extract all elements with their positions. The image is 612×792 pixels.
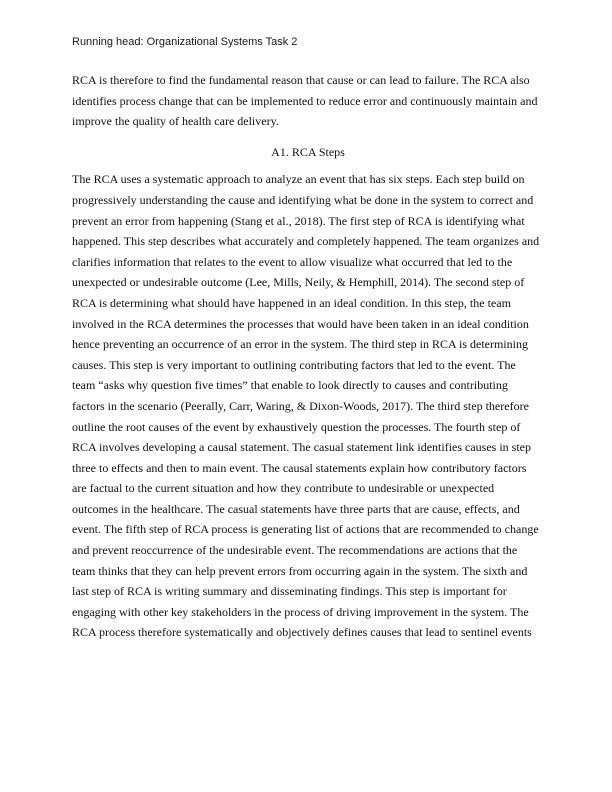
text-line: event. The fifth step of RCA process is generating list of actions that are recommended to change	[72, 522, 539, 537]
text-line: The RCA uses a systematic approach to analyze an event that has six steps. Each step build on	[72, 172, 525, 187]
text-line: outline the root causes of the event by exhaustively question the processes. The fourth step of	[72, 419, 521, 434]
text-line: RCA involves developing a causal statement. The casual statement link identifies causes in step	[72, 440, 531, 455]
text-line: team thinks that they can help prevent errors from occurring again in the system. The sixth and	[72, 563, 528, 578]
text-line: engaging with other key stakeholders in the process of driving improvement in the system. The	[72, 604, 529, 619]
text-line: prevent an error from happening (Stang et al., 2018). The first step of RCA is identifying what	[72, 213, 525, 228]
text-line: RCA process therefore systematically and objectively defines causes that lead to sentinel events	[72, 625, 532, 640]
text-line: three to effects and then to main event. The causal statements explain how contributory factors	[72, 460, 527, 475]
text-line: improve the quality of health care delivery.	[72, 114, 279, 129]
text-line: team “asks why question five times” that enable to look directly to causes and contributing	[72, 378, 508, 393]
text-line: involved in the RCA determines the processes that would have been taken in an ideal condition	[72, 316, 529, 331]
text-line: happened. This step describes what accurately and completely happened. The team organizes and	[72, 234, 540, 249]
running-head: Running head: Organizational Systems Task 2	[72, 36, 298, 48]
text-line: clarifies information that relates to the event to allow visualize what occurred that led to the	[72, 254, 513, 269]
text-line: progressively understanding the cause and identifying what be done in the system to correct and	[72, 192, 534, 207]
section-heading: A1. RCA Steps	[271, 144, 345, 159]
text-line: hence preventing an occurrence of an error in the system. The third step in RCA is determining	[72, 337, 528, 352]
text-line: causes. This step is very important to outlining contributing factors that led to the event. The	[72, 357, 516, 372]
intro-paragraph	[72, 70, 544, 132]
text-line: RCA is determining what should have happened in an ideal condition. In this step, the team	[72, 295, 511, 310]
text-line: outcomes in the healthcare. The casual statements have three parts that are cause, effects, and	[72, 501, 520, 516]
text-line: are factual to the current situation and how they contribute to undesirable or unexpected	[72, 481, 495, 496]
text-line: factors in the scenario (Peerally, Carr, Waring, & Dixon-Woods, 2017). The third step therefore	[72, 398, 529, 413]
rca-steps-paragraph	[72, 169, 544, 643]
document-body	[72, 70, 544, 643]
text-line: last step of RCA is writing summary and disseminating findings. This step is important for	[72, 584, 507, 599]
text-line: and prevent reoccurrence of the undesirable event. The recommendations are actions that the	[72, 543, 518, 558]
text-line: unexpected or undesirable outcome (Lee, Mills, Neily, & Hemphill, 2014). The second step of	[72, 275, 525, 290]
text-line: identifies process change that can be implemented to reduce error and continuously maintain and	[72, 93, 538, 108]
text-line: RCA is therefore to find the fundamental reason that cause or can lead to failure. The RCA also	[72, 73, 530, 87]
